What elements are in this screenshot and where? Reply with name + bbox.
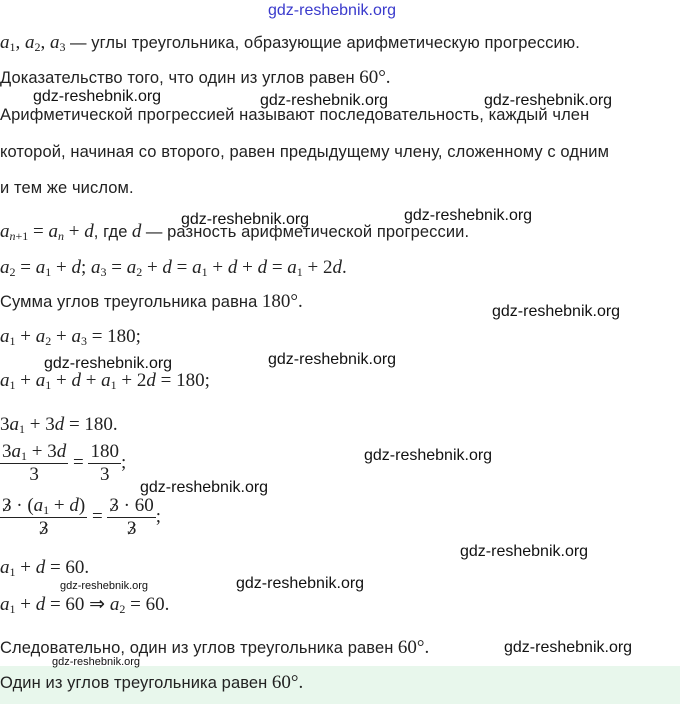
- equation-5: $\frac{3 \cdot (a_1 + d)}{3}$ = $\frac{3 \cdot 60}{3}$ ;: [2, 495, 162, 539]
- equation-4: $\frac{3a_1 + 3d}{3}$ = $\frac{180}{3}$ ;: [2, 441, 127, 485]
- equation-2: $a_1 + a_1 + d + a_1 + 2d = 180$;: [0, 370, 210, 392]
- watermark: gdz-reshebnik.org: [492, 303, 621, 320]
- definition-line-3: и тем же числом.: [0, 179, 134, 197]
- definition-line-2: которой, начиная со второго, равен предыдущему члену, сложенному с одним: [0, 143, 610, 161]
- terms-formula: $a_2 = a_1 + d$; $a_3 = a_2 + d = a_1 + d + d = a_1 + 2d$.: [0, 257, 347, 279]
- answer-box: [0, 666, 680, 704]
- intro-condition: — углы треугольника, образующие арифметическую прогрессию.: [69, 34, 580, 52]
- angles-formula: $a_1$, $a_2$, $a_3$: [0, 32, 66, 54]
- sum-text: Сумма углов треугольника равна: [0, 293, 258, 311]
- watermark: gdz-reshebnik.org: [504, 639, 633, 656]
- answer-text: Один из углов треугольника равен: [0, 674, 268, 692]
- goal-text: Доказательство того, что один из углов равен: [0, 69, 355, 87]
- watermark: gdz-reshebnik.org: [460, 543, 589, 560]
- watermark: gdz-reshebnik.org: [364, 447, 493, 464]
- intro-line: [0, 32, 580, 54]
- watermark: gdz-reshebnik.org: [140, 479, 269, 496]
- sum-value: 180°.: [261, 291, 303, 312]
- recurrence-note: , где: [93, 223, 128, 241]
- definition-line-1: Арифметической прогрессией называют последовательность, каждый член: [0, 106, 590, 124]
- goal-line: [0, 67, 391, 89]
- watermark: gdz-reshebnik.org: [260, 92, 389, 109]
- recurrence-line: [0, 221, 469, 243]
- watermark: gdz-reshebnik.org: [44, 355, 173, 372]
- watermark: gdz-reshebnik.org: [236, 575, 365, 592]
- recurrence-note-2: — разность арифметической прогрессии.: [145, 223, 470, 241]
- recurrence-formula: $a_{n+1} = a_n + d$: [0, 221, 94, 243]
- watermark: gdz-reshebnik.org: [60, 580, 149, 592]
- equation-7: $a_1 + d = 60$ ⇒ $a_2 = 60$.: [0, 594, 170, 616]
- watermark: gdz-reshebnik.org: [404, 207, 533, 224]
- conclusion-text: Следовательно, один из углов треугольника равен: [0, 639, 394, 657]
- watermark-top: gdz-reshebnik.org: [268, 2, 397, 19]
- sum-line: [0, 291, 303, 313]
- watermark: gdz-reshebnik.org: [268, 351, 397, 368]
- equation-1: $a_1 + a_2 + a_3 = 180$;: [0, 326, 141, 348]
- watermark: gdz-reshebnik.org: [181, 211, 310, 228]
- watermark: gdz-reshebnik.org: [484, 92, 613, 109]
- answer-value: 60°.: [271, 672, 304, 693]
- conclusion-value: 60°.: [397, 637, 430, 658]
- watermark: gdz-reshebnik.org: [52, 656, 141, 668]
- watermark: gdz-reshebnik.org: [33, 88, 162, 105]
- answer-line: [0, 672, 303, 694]
- d-symbol: d: [131, 221, 142, 242]
- goal-value: 60°.: [359, 67, 391, 88]
- equation-3: $3a_1 + 3d = 180$.: [0, 414, 118, 436]
- equation-6: $a_1 + d = 60$.: [0, 557, 90, 579]
